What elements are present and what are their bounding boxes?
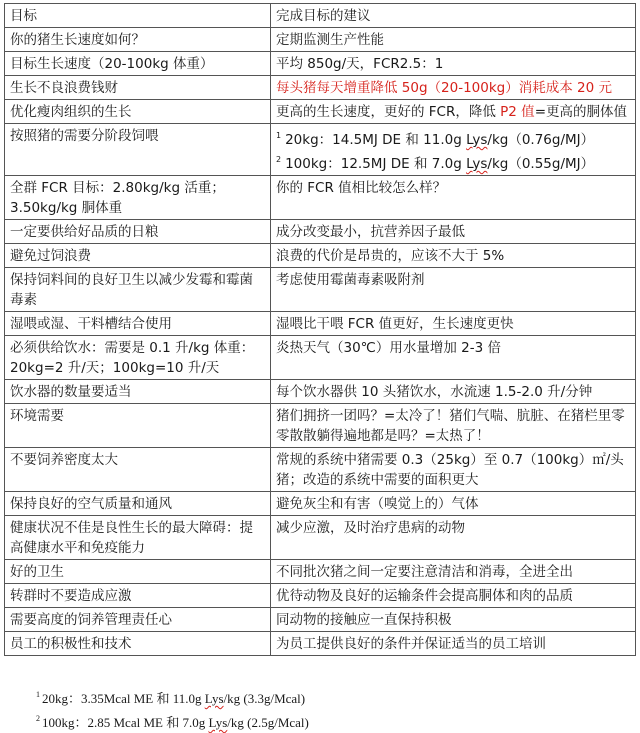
advice-text: 更高的生长速度，更好的 FCR，降低 xyxy=(276,104,501,120)
goal-cell: 转群时不要造成应激 xyxy=(5,584,271,608)
goals-table xyxy=(4,3,636,656)
advice-cell: 平均 850g/天，FCR2.5：1 xyxy=(271,52,636,76)
header-advice: 完成目标的建议 xyxy=(271,4,636,28)
goal-cell: 保持良好的空气质量和通风 xyxy=(5,492,271,516)
table-row xyxy=(5,268,636,312)
footnote-text: 20kg：3.35Mcal ME 和 11.0g xyxy=(42,691,205,706)
table-row xyxy=(5,584,636,608)
footnote-2 xyxy=(36,712,309,731)
goal-cell: 全群 FCR 目标：2.80kg/kg 活重；3.50kg/kg 胴体重 xyxy=(5,176,271,220)
goal-cell: 按照猪的需要分阶段饲喂 xyxy=(5,124,271,176)
goal-cell: 优化瘦肉组织的生长 xyxy=(5,100,271,124)
advice-cell: 同动物的接触应一直保持积极 xyxy=(271,608,636,632)
footnote-ref: 2 xyxy=(276,155,282,164)
phase-line-2 xyxy=(276,150,630,174)
goal-cell: 好的卫生 xyxy=(5,560,271,584)
goal-cell: 生长不良浪费钱财 xyxy=(5,76,271,100)
table-row xyxy=(5,560,636,584)
phase-text: 100kg：12.5MJ DE 和 7.0g xyxy=(285,156,467,172)
table-row xyxy=(5,608,636,632)
goal-cell: 需要高度的饲养管理责任心 xyxy=(5,608,271,632)
goal-cell: 饮水器的数量要适当 xyxy=(5,380,271,404)
goal-cell: 健康状况不佳是良性生长的最大障碍：提高健康水平和免疫能力 xyxy=(5,516,271,560)
goal-cell: 不要饲养密度太大 xyxy=(5,448,271,492)
footnote-1 xyxy=(36,688,305,707)
lys-term: Lys xyxy=(204,691,224,706)
goal-cell: 保持饲料间的良好卫生以减少发霉和霉菌毒素 xyxy=(5,268,271,312)
footnote-text: 100kg：2.85 Mcal ME 和 7.0g xyxy=(42,715,209,730)
table-row xyxy=(5,380,636,404)
goal-cell: 一定要供给好品质的日粮 xyxy=(5,220,271,244)
phase-text: /kg（0.55g/MJ） xyxy=(487,156,595,172)
header-goal: 目标 xyxy=(5,4,271,28)
table-row xyxy=(5,244,636,268)
table-row xyxy=(5,28,636,52)
advice-cell: 优待动物及良好的运输条件会提高胴体和肉的品质 xyxy=(271,584,636,608)
table-row xyxy=(5,220,636,244)
goal-cell: 你的猪生长速度如何？ xyxy=(5,28,271,52)
table-header-row xyxy=(5,4,636,28)
goal-cell: 必须供给饮水：需要是 0.1 升/kg 体重：20kg=2 升/天；100kg=10 升/天 xyxy=(5,336,271,380)
advice-cell xyxy=(271,124,636,176)
table-row xyxy=(5,76,636,100)
footnote-marker: 1 xyxy=(36,690,40,699)
phase-text: 20kg：14.5MJ DE 和 11.0g xyxy=(285,132,467,148)
advice-cell: 减少应激，及时治疗患病的动物 xyxy=(271,516,636,560)
table-row xyxy=(5,124,636,176)
goal-cell: 目标生长速度（20-100kg 体重） xyxy=(5,52,271,76)
phase-text: /kg（0.76g/MJ） xyxy=(487,132,595,148)
advice-text: =更高的胴体值 xyxy=(534,104,627,120)
table-row xyxy=(5,52,636,76)
advice-cell: 定期监测生产性能 xyxy=(271,28,636,52)
lys-term: Lys xyxy=(466,156,488,172)
advice-cell: 猪们拥挤一团吗？=太冷了！猪们气喘、肮脏、在猪栏里零零散散躺得遍地都是吗？=太热了！ xyxy=(271,404,636,448)
table-row xyxy=(5,404,636,448)
p2-value-highlight: P2 值 xyxy=(500,104,535,120)
table-row xyxy=(5,336,636,380)
table-row xyxy=(5,448,636,492)
table-row xyxy=(5,312,636,336)
footnote-ref: 1 xyxy=(276,131,282,140)
advice-cell: 避免灰尘和有害（嗅觉上的）气体 xyxy=(271,492,636,516)
footnote-marker: 2 xyxy=(36,714,40,723)
advice-cell: 不同批次猪之间一定要注意清洁和消毒，全进全出 xyxy=(271,560,636,584)
advice-cell-highlighted: 每头猪每天增重降低 50g（20-100kg）消耗成本 20 元 xyxy=(271,76,636,100)
footnote-text: /kg (2.5g/Mcal) xyxy=(227,715,309,730)
advice-cell: 炎热天气（30℃）用水量增加 2-3 倍 xyxy=(271,336,636,380)
table-row xyxy=(5,176,636,220)
advice-cell: 每个饮水器供 10 头猪饮水，水流速 1.5-2.0 升/分钟 xyxy=(271,380,636,404)
goal-cell: 湿喂或湿、干料槽结合使用 xyxy=(5,312,271,336)
goal-cell: 员工的积极性和技术 xyxy=(5,632,271,656)
advice-cell: 为员工提供良好的条件并保证适当的员工培训 xyxy=(271,632,636,656)
phase-line-1 xyxy=(276,126,630,150)
advice-cell: 浪费的代价是昂贵的，应该不大于 5% xyxy=(271,244,636,268)
advice-cell: 你的 FCR 值相比较怎么样？ xyxy=(271,176,636,220)
table-row xyxy=(5,516,636,560)
table-row xyxy=(5,492,636,516)
goal-cell: 避免过饲浪费 xyxy=(5,244,271,268)
lys-term: Lys xyxy=(208,715,228,730)
advice-cell: 湿喂比干喂 FCR 值更好，生长速度更快 xyxy=(271,312,636,336)
table-row xyxy=(5,100,636,124)
advice-cell xyxy=(271,100,636,124)
table-row xyxy=(5,632,636,656)
lys-term: Lys xyxy=(466,132,488,148)
footnote-text: /kg (3.3g/Mcal) xyxy=(223,691,306,706)
advice-cell: 考虑使用霉菌毒素吸附剂 xyxy=(271,268,636,312)
goal-cell: 环境需要 xyxy=(5,404,271,448)
advice-cell: 常规的系统中猪需要 0.3（25kg）至 0.7（100kg）㎡/头猪；改造的系统中需要的面积更大 xyxy=(271,448,636,492)
advice-cell: 成分改变最小，抗营养因子最低 xyxy=(271,220,636,244)
